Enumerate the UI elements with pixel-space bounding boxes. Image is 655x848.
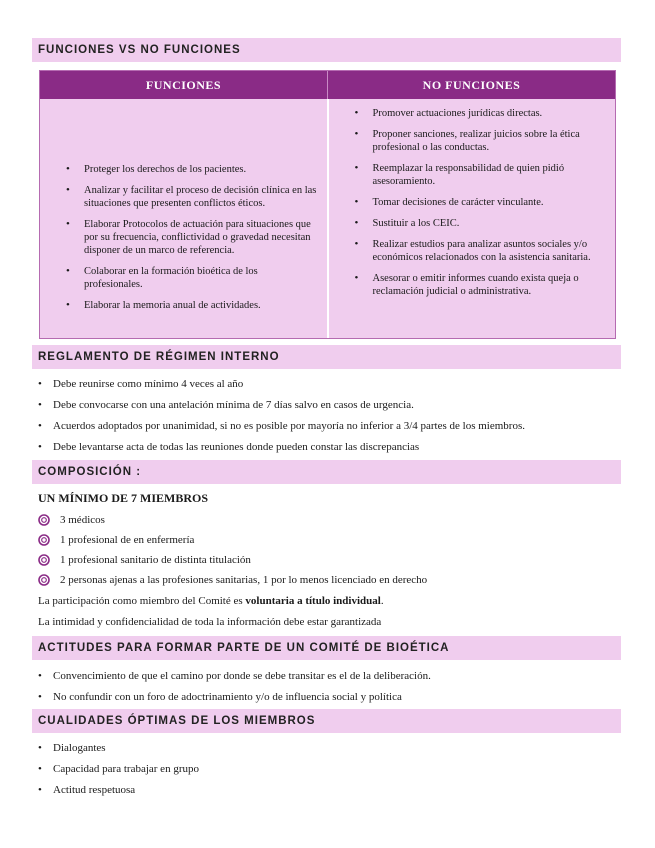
participacion-prefix: La participación como miembro del Comité es: [38, 595, 246, 607]
swirl-bullet-icon: [38, 574, 50, 586]
cualidades-section-header: CUALIDADES ÓPTIMAS DE LOS MIEMBROS: [32, 709, 621, 733]
swirl-bullet-icon: [38, 554, 50, 566]
funciones-section-header: FUNCIONES VS NO FUNCIONES: [32, 38, 621, 62]
cualidades-list: [38, 741, 199, 797]
reglamento-item: • Acuerdos adoptados por unanimidad, si no es posible por mayoría no inferior a 3/4 partes de los miembros.: [38, 419, 525, 433]
no-funcion-item: • Reemplazar la responsabilidad de quien pidió asesoramiento.: [373, 162, 608, 188]
no-funcion-item: • Sustituir a los CEIC.: [373, 217, 608, 230]
reglamento-item: • Debe reunirse como mínimo 4 veces al año: [38, 377, 525, 391]
funcion-item: • Colaborar en la formación bioética de los profesionales.: [84, 265, 319, 291]
composicion-item-text: 2 personas ajenas a las profesiones sanitarias, 1 por lo menos licenciado en derecho: [60, 574, 428, 586]
participacion-suffix: .: [380, 595, 384, 607]
funciones-table: [39, 70, 616, 339]
cualidad-item: • Actitud respetuosa: [38, 783, 199, 797]
cualidad-item: • Capacidad para trabajar en grupo: [38, 762, 199, 776]
no-funcion-item: • Asesorar o emitir informes cuando exista queja o reclamación judicial o administrativa.: [373, 272, 608, 298]
reglamento-item: • Debe convocarse con una antelación mínima de 7 días salvo en casos de urgencia.: [38, 398, 525, 412]
header-funciones: FUNCIONES: [145, 78, 222, 92]
reglamento-item: • Debe levantarse acta de todas las reuniones donde pueden constar las discrepancias: [38, 440, 525, 454]
composicion-item: [38, 533, 427, 547]
participacion-paragraph: [38, 594, 384, 608]
actitudes-section-header: ACTITUDES PARA FORMAR PARTE DE UN COMITÉ DE BIOÉTICA: [32, 636, 621, 660]
reglamento-list: [38, 377, 525, 454]
composicion-subtitle: UN MÍNIMO DE 7 MIEMBROS: [38, 491, 208, 505]
funcion-item: • Elaborar Protocolos de actuación para situaciones que por su frecuencia, conflictividad o gravedad necesitan disponer de un marco de referencia.: [84, 218, 319, 257]
composicion-item-text: 1 profesional de en enfermería: [60, 534, 195, 546]
composicion-item: [38, 553, 427, 567]
participacion-bold: voluntaria a título individual: [245, 595, 381, 607]
reglamento-section-header: REGLAMENTO DE RÉGIMEN INTERNO: [32, 345, 621, 369]
no-funcion-item: • Promover actuaciones jurídicas directas.: [373, 107, 608, 120]
actitud-item: • Convencimiento de que el camino por donde se debe transitar es el de la deliberación.: [38, 669, 431, 683]
actitud-item: • No confundir con un foro de adoctrinamiento y/o de influencia social y política: [38, 690, 431, 704]
funciones-column: [40, 99, 327, 338]
funciones-table-body: [40, 99, 615, 338]
no-funciones-column: [327, 99, 616, 338]
composicion-item: [38, 513, 427, 527]
funcion-item: • Proteger los derechos de los pacientes.: [84, 163, 319, 176]
actitudes-list: [38, 669, 431, 704]
funciones-table-header: [40, 71, 615, 99]
no-funcion-item: • Proponer sanciones, realizar juicios sobre la ética profesional o las conductas.: [373, 128, 608, 154]
composicion-item-text: 1 profesional sanitario de distinta titulación: [60, 554, 251, 566]
composicion-section-header: COMPOSICIÓN :: [32, 460, 621, 484]
funcion-item: • Analizar y facilitar el proceso de decisión clínica en las situaciones que presenten conflictos éticos.: [84, 184, 319, 210]
swirl-bullet-icon: [38, 534, 50, 546]
no-funcion-item: • Tomar decisiones de carácter vinculante.: [373, 196, 608, 209]
composicion-list: [38, 513, 427, 587]
header-no-funciones: NO FUNCIONES: [327, 71, 615, 99]
composicion-item: [38, 573, 427, 587]
swirl-bullet-icon: [38, 514, 50, 526]
cualidad-item: • Dialogantes: [38, 741, 199, 755]
composicion-item-text: 3 médicos: [60, 514, 105, 526]
no-funcion-item: • Realizar estudios para analizar asuntos sociales y/o económicos relacionados con la asistencia sanitaria.: [373, 238, 608, 264]
intimidad-paragraph: La intimidad y confidencialidad de toda la información debe estar garantizada: [38, 616, 382, 628]
funcion-item: • Elaborar la memoria anual de actividades.: [84, 299, 319, 312]
